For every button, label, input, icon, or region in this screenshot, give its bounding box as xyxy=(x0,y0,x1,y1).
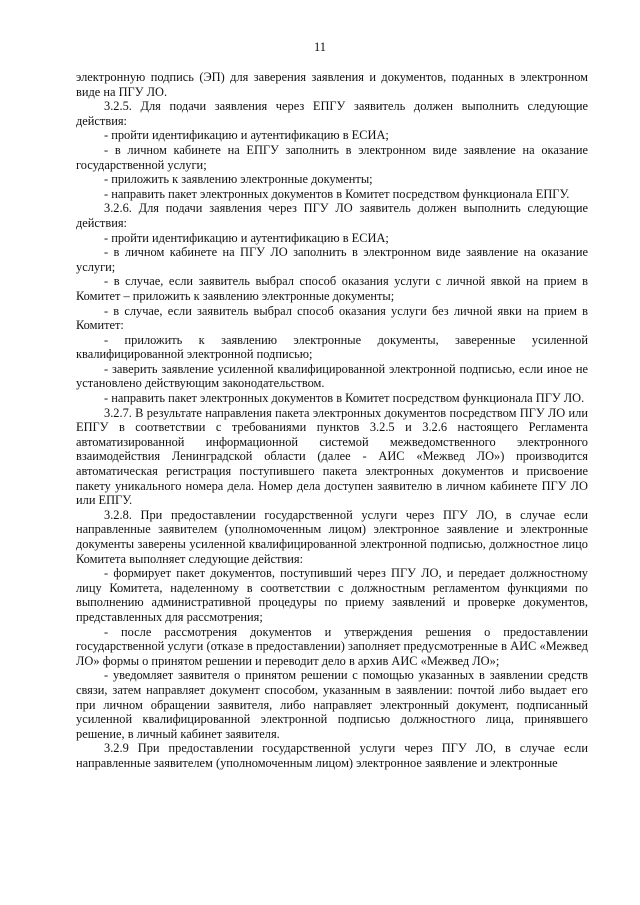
list-item-pgu-attach-signed-documents: - приложить к заявлению электронные документы, заверенные усиленной квалифицированной электронной подписью; xyxy=(76,332,588,362)
paragraph-3-2-5: 3.2.5. Для подачи заявления через ЕПГУ заявитель должен выполнить следующие действия: xyxy=(76,99,588,128)
list-item-pgu-identification: - пройти идентификацию и аутентификацию в ЕСИА; xyxy=(104,230,389,245)
paragraph-continuation: электронную подпись (ЭП) для заверения заявления и документов, поданных в электронном виде на ПГУ ЛО. xyxy=(76,70,588,99)
document-body xyxy=(76,70,588,771)
list-item-pgu-sign-application: - заверить заявление усиленной квалифицированной электронной подписью, если иное не установлено действующим законодательством. xyxy=(76,361,588,391)
paragraph-3-2-9: 3.2.9 При предоставлении государственной услуги через ПГУ ЛО, в случае если направленные заявителем (уполномоченным лицом) электронное заявление и электронные xyxy=(76,741,588,770)
list-item-form-package: - формирует пакет документов, поступивший через ПГУ ЛО, и передает должностному лицу Комитета, наделенному в соответствии с должностным регламентом функциями по выполнению административной процедуры по приему заявлений и проверке документов, представленных для рассмотрения; xyxy=(76,566,588,624)
list-item-epgu-fill-form: - в личном кабинете на ЕПГУ заполнить в электронном виде заявление на оказание государственной услуги; xyxy=(76,142,588,172)
list-item-epgu-identification: - пройти идентификацию и аутентификацию в ЕСИА; xyxy=(104,128,389,143)
paragraph-3-2-6: 3.2.6. Для подачи заявления через ПГУ ЛО заявитель должен выполнить следующие действия: xyxy=(76,201,588,230)
list-item-after-review: - после рассмотрения документов и утверждения решения о предоставлении государственной услуги (отказе в предоставлении) заполняет предусмотренные в АИС «Межвед ЛО» формы о принятом решении и переводит дело в архив АИС «Межвед ЛО»; xyxy=(76,624,588,668)
list-item-epgu-send-package: - направить пакет электронных документов в Комитет посредством функционала ЕПГУ. xyxy=(104,186,570,201)
list-item-notify-applicant: - уведомляет заявителя о принятом решении с помощью указанных в заявлении средств связи, затем направляет документ способом, указанным в заявлении: почтой либо выдает его при личном обращении заявителя, либо направляет электронный документ, подписанный усиленной квалифицированной электронной подписью должностного лица, принявшего решение, в личный кабинет заявителя. xyxy=(76,668,588,741)
list-item-pgu-without-visit: - в случае, если заявитель выбрал способ оказания услуги без личной явки на прием в Комитет: xyxy=(76,303,588,333)
paragraph-3-2-7: 3.2.7. В результате направления пакета электронных документов посредством ПГУ ЛО или ЕПГУ в соответствии с требованиями пунктов 3.2.5 и 3.2.6 настоящего Регламента автоматизированной информационной системой межведомственного электронного взаимодействия Ленинградской области (далее - АИС «Межвед ЛО») производится автоматическая регистрация поступившего пакета электронных документов и присвоение пакету уникального номера дела. Номер дела доступен заявителю в личном кабинете ПГУ ЛО или ЕПГУ. xyxy=(76,405,588,508)
list-item-pgu-with-visit: - в случае, если заявитель выбрал способ оказания услуги с личной явкой на прием в Комитет – приложить к заявлению электронные документы; xyxy=(76,274,588,303)
list-item-pgu-fill-form: - в личном кабинете на ПГУ ЛО заполнить в электронном виде заявление на оказание услуги; xyxy=(76,245,588,274)
list-item-epgu-attach-documents: - приложить к заявлению электронные документы; xyxy=(104,172,373,187)
page-number: 11 xyxy=(313,40,327,54)
paragraph-3-2-8: 3.2.8. При предоставлении государственной услуги через ПГУ ЛО, в случае если направленные заявителем (уполномоченным лицом) электронное заявление и электронные документы заверены усиленной квалифицированной электронной подписью, должностное лицо Комитета выполняет следующие действия: xyxy=(76,507,588,566)
list-item-pgu-send-package: - направить пакет электронных документов в Комитет посредством функционала ПГУ ЛО. xyxy=(104,391,585,406)
